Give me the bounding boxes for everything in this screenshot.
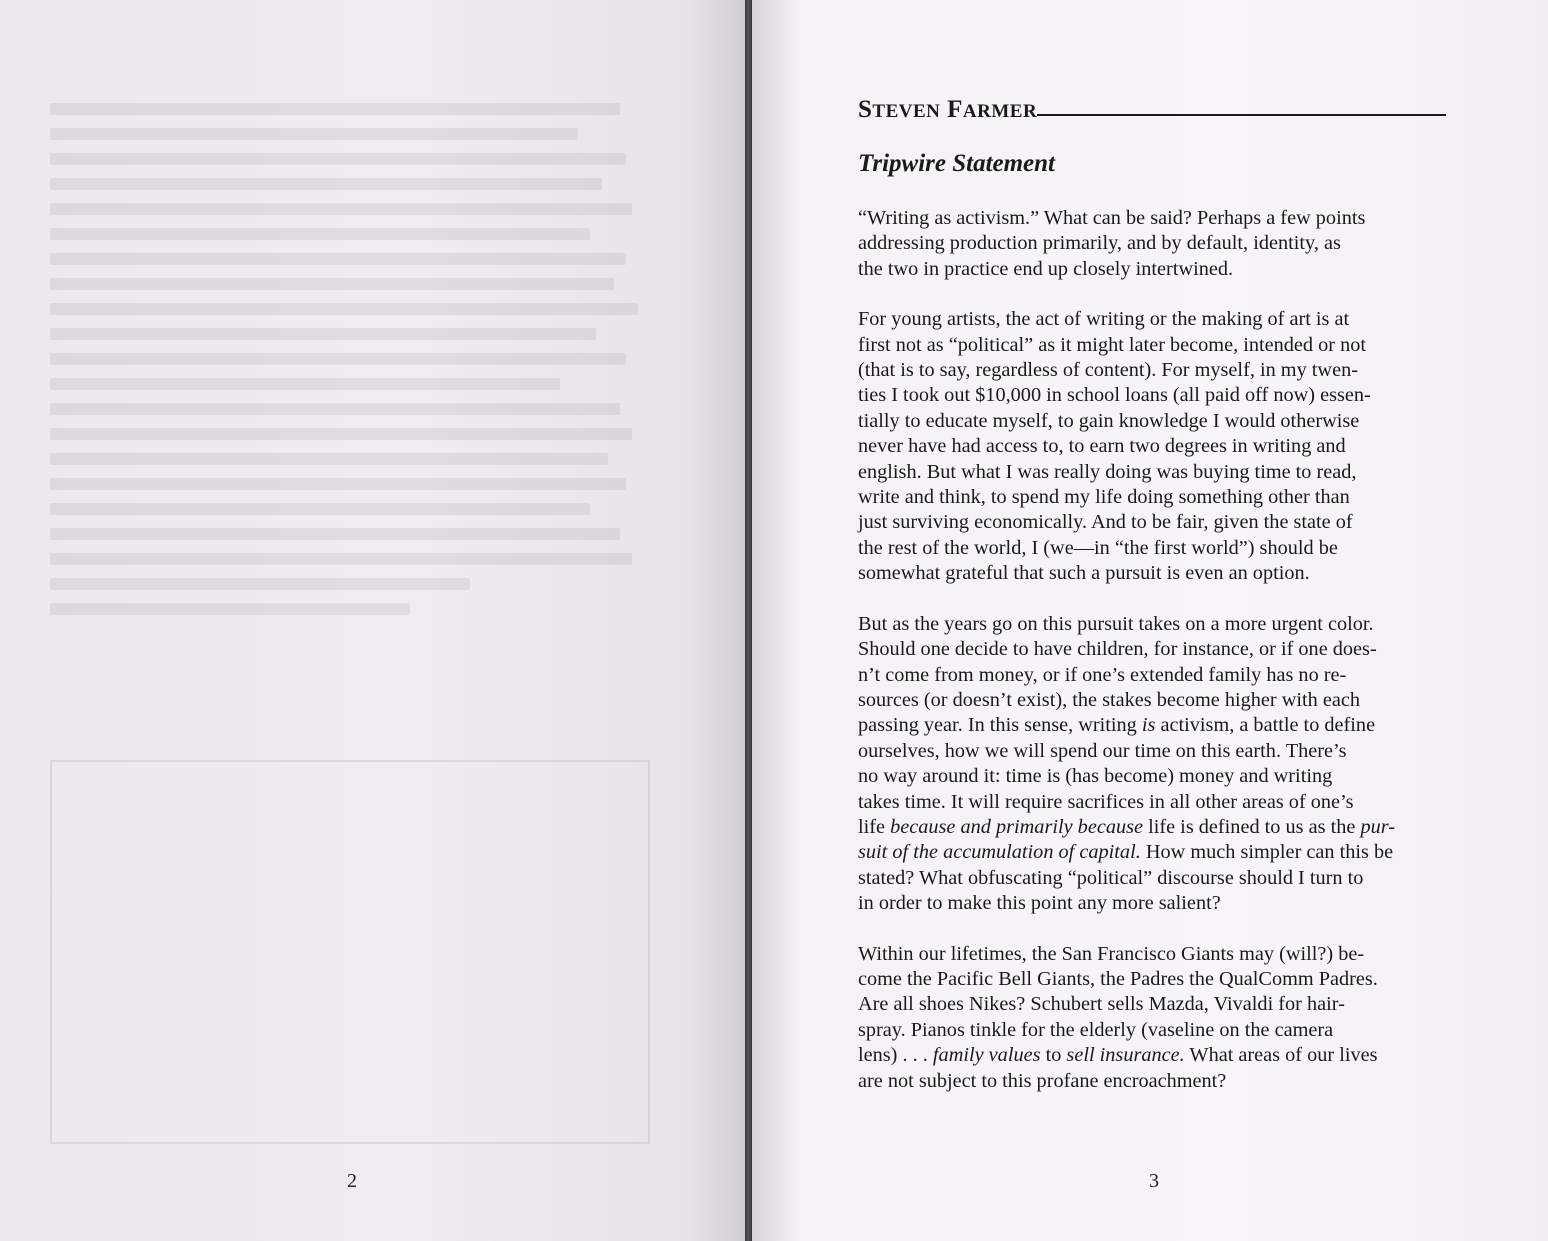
page-number-right: 3: [1149, 1170, 1159, 1192]
paragraph-4: Within our lifetimes, the San Francisco Giants may (will?) be- come the Pacific Bell Giants, the Padres the QualComm Padres. Are all shoes Nikes? Schubert sells Mazda, Vivaldi for hair- spray. Pianos tinkle for the elderly (vaseline on the camera lens) . . . family values to sell insurance. What areas of our lives are not subject to this profane encroachment?: [858, 942, 1378, 1092]
heading-rule: [1037, 114, 1446, 116]
paragraph-3: But as the years go on this pursuit takes on a more urgent color. Should one decide to have children, for instance, or if one does- n’t come from money, or if one’s extended family has no re- sources (or doesn’t exist), the stakes become higher with each passing year. In this sense, writing is activism, a battle to define ourselves, how we will spend our time on this earth. There’s no way around it: time is (has become) money and writing takes time. It will require sacrifices in all other areas of one’s life because and primarily because life is defined to us as the pur- suit of the accumulation of capital. How much simpler can this be stated? What obfuscating “political” discourse should I turn to in order to make this point any more salient?: [858, 612, 1395, 915]
paragraph-2: For young artists, the act of writing or the making of art is at first not as “political” as it might later become, intended or not (that is to say, regardless of content). For myself, in my twen- ties I took out $10,000 in school loans (all paid off now) essen- tially to educate myself, to gain knowledge I would otherwise never have had access to, to earn two degrees in writing and english. But what I was really doing was buying time to read, write and think, to spend my life doing something other than just surviving economically. And to be fair, given the state of the rest of the world, I (we—in “the first world”) should be somewhat grateful that such a pursuit is even an option.: [858, 308, 1371, 585]
page-number-left: 2: [347, 1170, 357, 1192]
piece-title: Tripwire Statement: [858, 150, 1055, 177]
bleed-through-text: [50, 90, 650, 1150]
article: [858, 96, 1458, 1094]
paragraph-1: “Writing as activism.” What can be said? Perhaps a few points addressing production primarily, and by default, identity, as the two in practice end up closely intertwined.: [858, 207, 1366, 280]
author-heading: [858, 96, 1446, 124]
left-page: [0, 0, 748, 1241]
author-name: STEVEN FARMER: [858, 96, 1038, 123]
